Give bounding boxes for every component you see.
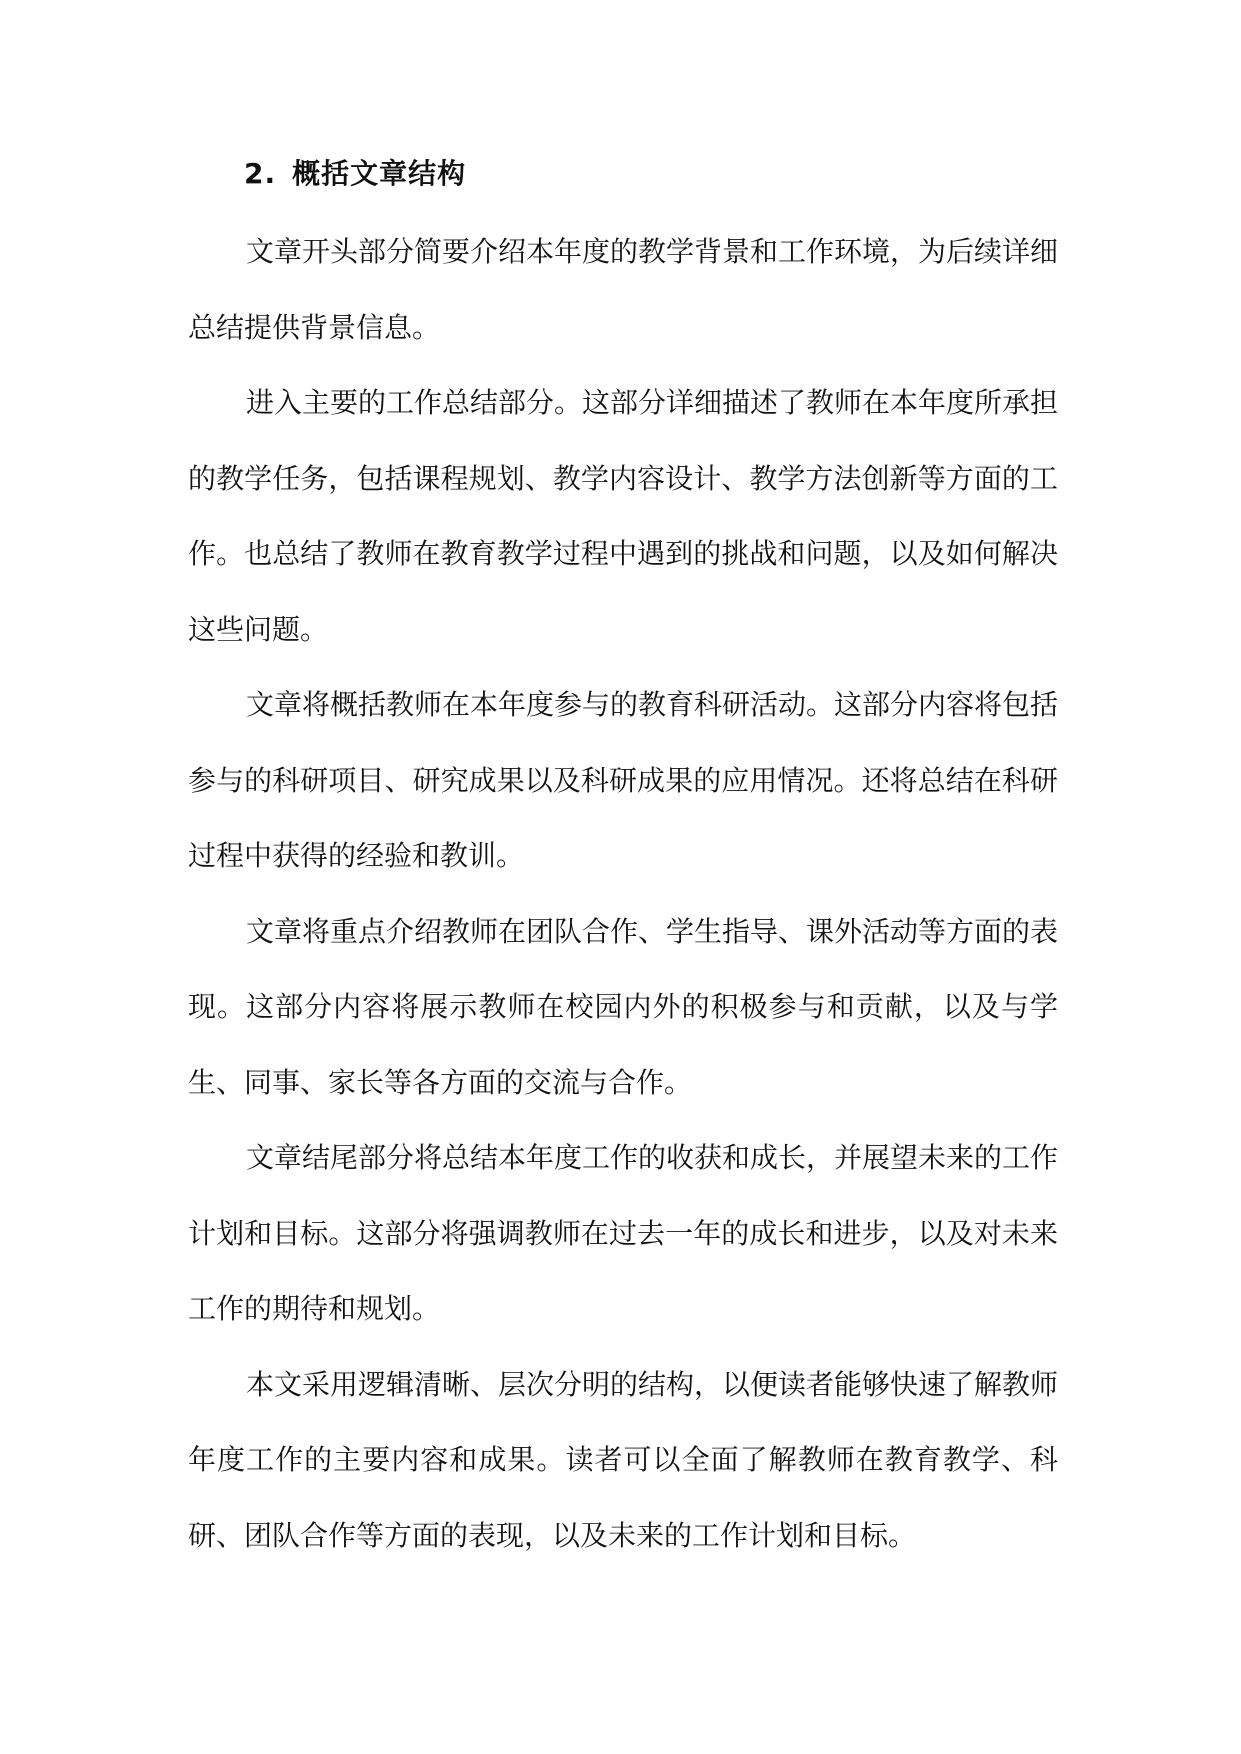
section-title: 概括文章结构 [292,157,467,190]
paragraph-conclusion: 文章结尾部分将总结本年度工作的收获和成长，并展望未来的工作计划和目标。这部分将强调教师在过去一年的成长和进步，以及对未来工作的期待和规划。 [188,1141,1059,1325]
paragraph-teamwork: 文章将重点介绍教师在团队合作、学生指导、课外活动等方面的表现。这部分内容将展示教师在校园内外的积极参与和贡献，以及与学生、同事、家长等各方面的交流与合作。 [188,914,1059,1099]
document-body [188,214,1058,1573]
paragraph-research: 文章将概括教师在本年度参与的教育科研活动。这部分内容将包括参与的科研项目、研究成果以及科研成果的应用情况。还将总结在科研过程中获得的经验和教训。 [188,688,1059,872]
paragraph-structure-overview: 本文采用逻辑清晰、层次分明的结构，以便读者能够快速了解教师年度工作的主要内容和成果。读者可以全面了解教师在教育教学、科研、团队合作等方面的表现，以及未来的工作计划和目标。 [188,1367,1059,1552]
paragraph-background: 文章开头部分简要介绍本年度的教学背景和工作环境，为后续详细总结提供背景信息。 [188,235,1059,344]
section-heading [244,148,466,200]
paragraph-teaching-summary: 进入主要的工作总结部分。这部分详细描述了教师在本年度所承担的教学任务，包括课程规划、教学内容设计、教学方法创新等方面的工作。也总结了教师在教育教学过程中遇到的挑战和问题，以及如何解决这些问题。 [188,386,1059,646]
section-number: 2. [244,157,277,190]
